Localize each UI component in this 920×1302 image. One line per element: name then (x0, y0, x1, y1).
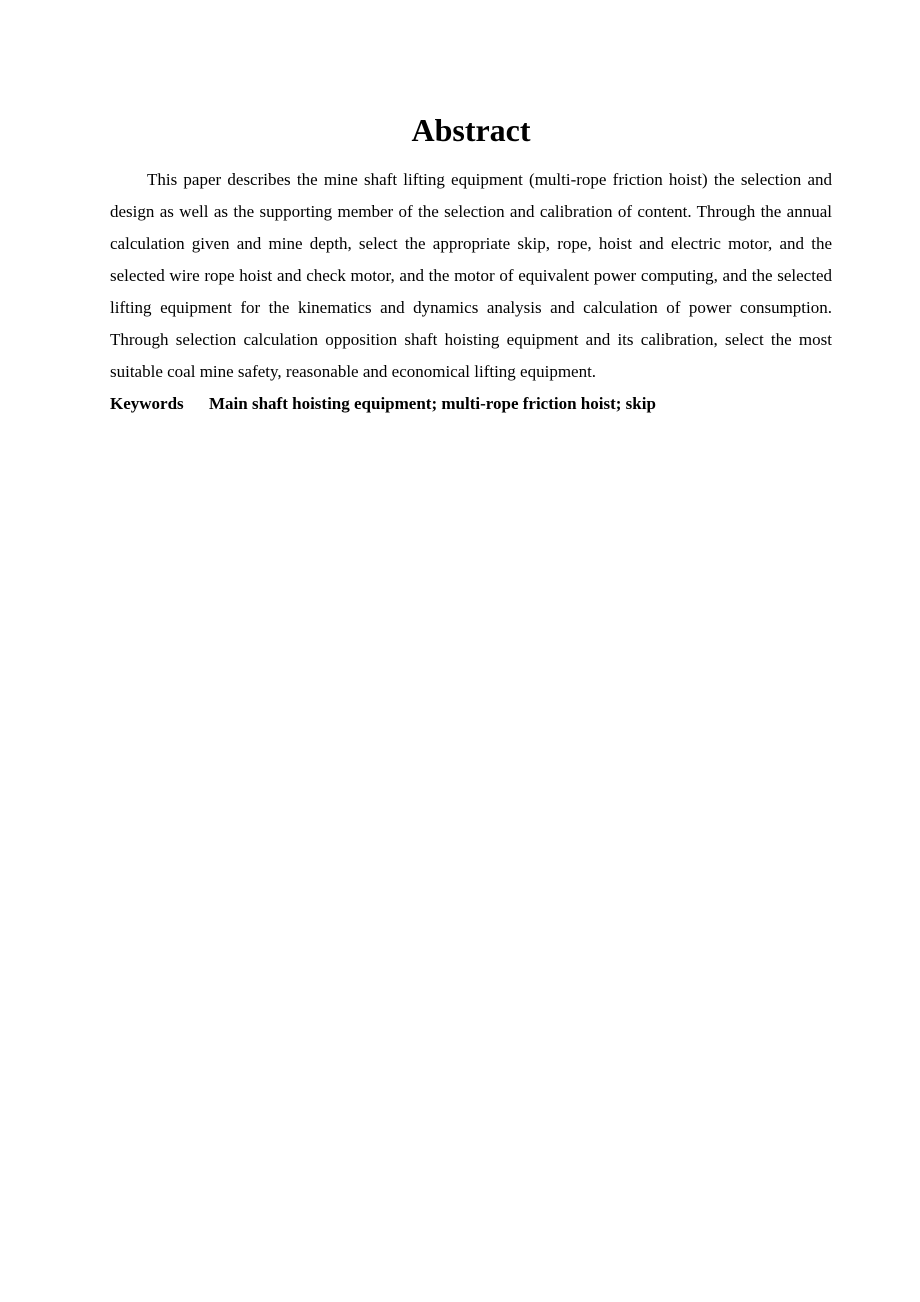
keywords-label: Keywords (110, 394, 184, 413)
page-title: Abstract (411, 112, 531, 148)
keywords-list: Main shaft hoisting equipment; multi-rope friction hoist; skip (209, 394, 656, 413)
abstract-section (110, 108, 832, 420)
abstract-paragraph: This paper describes the mine shaft lifting equipment (multi-rope friction hoist) the selection and design as well as the supporting member of the selection and calibration of content. Through the annual calculation given and mine depth, select the appropriate skip, rope, hoist and electric motor, and the selected wire rope hoist and check motor, and the motor of equivalent power computing, and the selected lifting equipment for the kinematics and dynamics analysis and calculation of power consumption. Through selection calculation opposition shaft hoisting equipment and its calibration, select the most suitable coal mine safety, reasonable and economical lifting equipment. (110, 170, 832, 381)
keywords-line (110, 388, 832, 420)
